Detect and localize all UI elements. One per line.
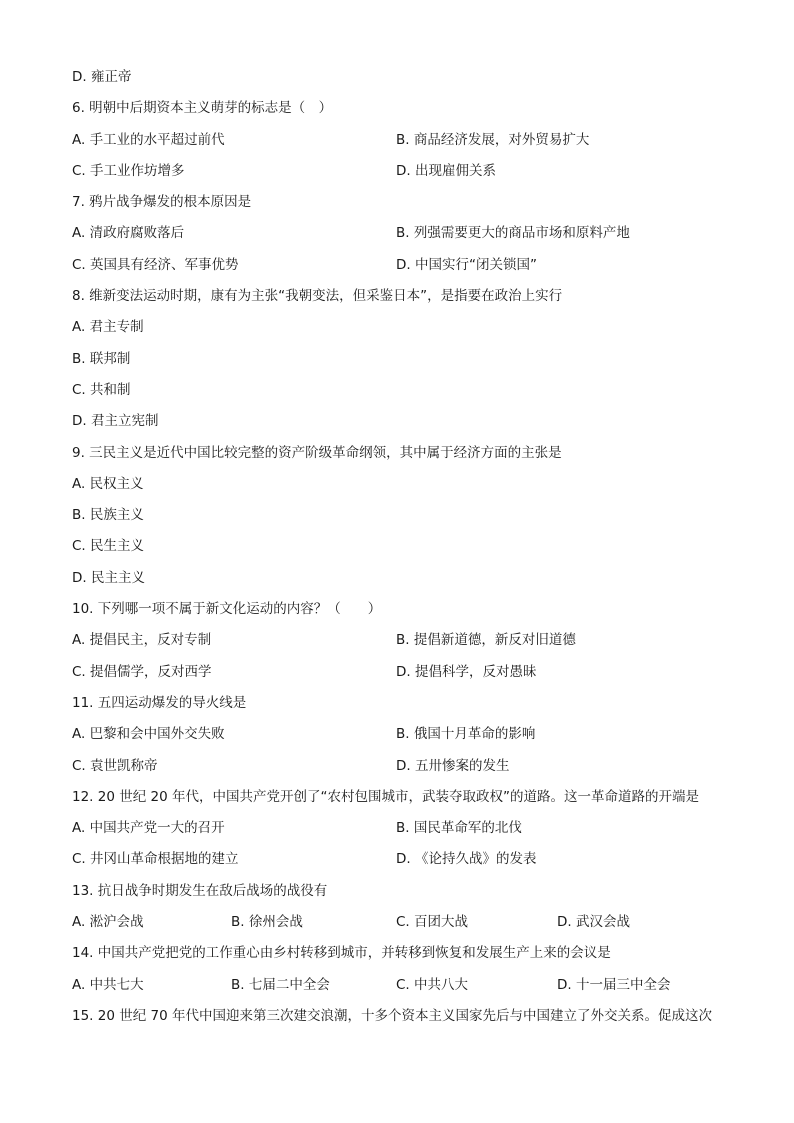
option-row — [72, 406, 732, 437]
answer-option: D. 雍正帝 — [72, 69, 132, 85]
answer-option: C. 民生主义 — [72, 538, 145, 555]
answer-option: B. 俄国十月革命的影响 — [396, 726, 536, 743]
answer-option: B. 列强需要更大的商品市场和原料产地 — [396, 225, 630, 242]
option-row — [72, 970, 732, 1001]
option-row — [72, 907, 732, 938]
answer-option: A. 手工业的水平超过前代 — [72, 131, 225, 148]
option-row — [72, 531, 732, 562]
answer-option: B. 提倡新道德，新反对旧道德 — [396, 632, 576, 649]
answer-option: B. 联邦制 — [72, 350, 131, 367]
option-row — [72, 344, 732, 375]
answer-option: A. 君主专制 — [72, 319, 144, 336]
option-row — [72, 500, 732, 531]
option-row — [72, 844, 732, 875]
option-row — [72, 218, 732, 249]
answer-option: C. 井冈山革命根据地的建立 — [72, 851, 239, 868]
answer-option: A. 清政府腐败落后 — [72, 225, 185, 242]
answer-option: D. 提倡科学，反对愚昧 — [396, 663, 537, 680]
answer-option: D. 出现雇佣关系 — [396, 162, 496, 179]
option-row — [72, 719, 732, 750]
answer-option: B. 国民革命军的北伐 — [396, 820, 522, 837]
question-stem: 13. 抗日战争时期发生在敌后战场的战役有 — [72, 882, 328, 899]
answer-option: A. 中共七大 — [72, 976, 144, 993]
answer-option: A. 提倡民主，反对专制 — [72, 632, 212, 649]
answer-option: C. 提倡儒学，反对西学 — [72, 663, 212, 680]
answer-option: A. 淞沪会战 — [72, 914, 144, 931]
answer-option: D. 中国实行“闭关锁国” — [396, 256, 537, 273]
question-stem: 15. 20 世纪 70 年代中国迎来第三次建交浪潮，十多个资本主义国家先后与中国建立了外交关系。促成这次 — [72, 1007, 712, 1024]
question-stem: 14. 中国共产党把党的工作重心由乡村转移到城市，并转移到恢复和发展生产上来的会议是 — [72, 945, 611, 962]
question-stem: 10. 下列哪一项不属于新文化运动的内容？（ ） — [72, 601, 382, 618]
option-row — [72, 657, 732, 688]
answer-option: C. 英国具有经济、军事优势 — [72, 256, 239, 273]
answer-option: C. 手工业作坊增多 — [72, 162, 185, 179]
option-row — [72, 563, 732, 594]
answer-option: D. 君主立宪制 — [72, 413, 159, 430]
option-row — [72, 375, 732, 406]
answer-option: A. 民权主义 — [72, 475, 144, 492]
option-row — [72, 751, 732, 782]
answer-option: B. 民族主义 — [72, 507, 144, 524]
answer-option: D. 五卅惨案的发生 — [396, 757, 510, 774]
answer-option: D. 武汉会战 — [557, 914, 630, 931]
answer-option: C. 袁世凯称帝 — [72, 757, 158, 774]
option-row — [72, 62, 732, 93]
answer-option: C. 共和制 — [72, 381, 131, 398]
question-stem: 6. 明朝中后期资本主义萌芽的标志是（ ） — [72, 100, 333, 117]
question-stem: 7. 鸦片战争爆发的根本原因是 — [72, 194, 252, 211]
option-row — [72, 813, 732, 844]
exam-page — [72, 62, 732, 1032]
option-row — [72, 125, 732, 156]
answer-option: D. 民主主义 — [72, 569, 145, 586]
answer-option: A. 中国共产党一大的召开 — [72, 820, 225, 837]
answer-option: D. 《论持久战》的发表 — [396, 851, 537, 868]
question-stem: 11. 五四运动爆发的导火线是 — [72, 694, 247, 711]
option-row — [72, 469, 732, 500]
question-stem: 9. 三民主义是近代中国比较完整的资产阶级革命纲领，其中属于经济方面的主张是 — [72, 444, 562, 461]
answer-option: B. 七届二中全会 — [231, 976, 330, 993]
answer-option: B. 商品经济发展，对外贸易扩大 — [396, 131, 590, 148]
answer-option: C. 中共八大 — [396, 976, 469, 993]
question-stem: 8. 维新变法运动时期，康有为主张“我朝变法，但采鉴日本”，是指要在政治上实行 — [72, 288, 563, 305]
answer-option: B. 徐州会战 — [231, 914, 303, 931]
question-stem: 12. 20 世纪 20 年代，中国共产党开创了“农村包围城市，武装夺取政权”的道路。这一革命道路的开端是 — [72, 788, 699, 805]
option-row — [72, 156, 732, 187]
option-row — [72, 625, 732, 656]
answer-option: A. 巴黎和会中国外交失败 — [72, 726, 225, 743]
answer-option: D. 十一届三中全会 — [557, 976, 671, 993]
option-row — [72, 312, 732, 343]
option-row — [72, 250, 732, 281]
answer-option: C. 百团大战 — [396, 914, 469, 931]
